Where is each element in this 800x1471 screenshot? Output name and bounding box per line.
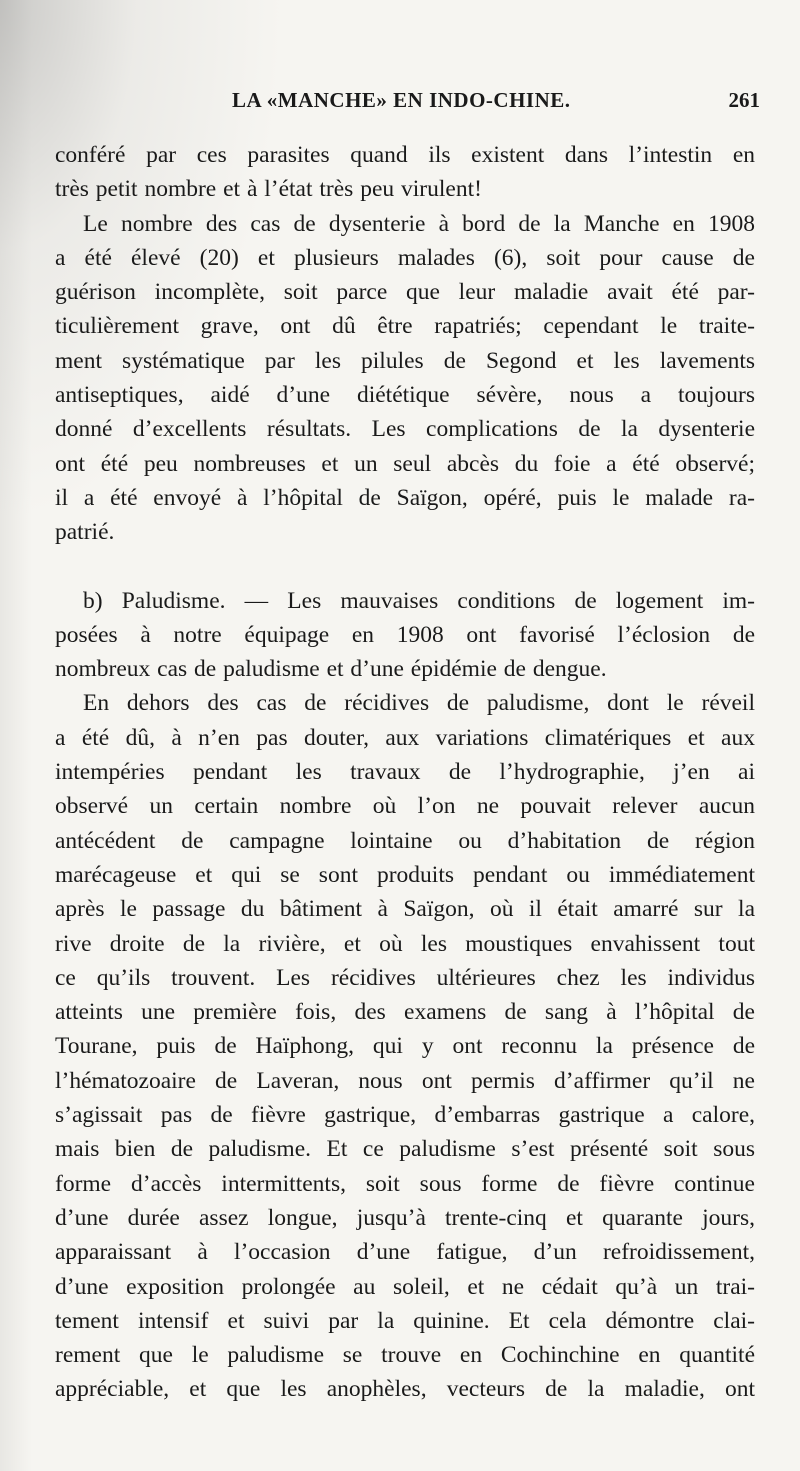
text-line: s’agissait pas de fièvre gastrique, d’embarras gastrique a calore, (55, 1102, 755, 1129)
text-line: d’une exposition prolongée au soleil, et ne cédait qu’à un trai- (55, 1273, 755, 1300)
text-line: forme d’accès intermittents, soit sous forme de fièvre continue (55, 1170, 755, 1197)
text-line: rive droite de la rivière, et où les moustiques envahissent tout (55, 930, 755, 957)
text-line: Tourane, puis de Haïphong, qui y ont reconnu la présence de (55, 1033, 755, 1060)
text-line: appréciable, et que les anophèles, vecteurs de la maladie, ont (55, 1376, 755, 1403)
text-line: apparaissant à l’occasion d’une fatigue, d’un refroidissement, (55, 1239, 755, 1266)
text-line: intempéries pendant les travaux de l’hydrographie, j’en ai (55, 759, 755, 786)
paragraph-gap (55, 550, 755, 584)
text-line: a été élevé (20) et plusieurs malades (6), soit pour cause de (55, 244, 755, 271)
body-text (55, 138, 755, 1407)
text-line: marécageuse et qui se sont produits pendant ou immédiatement (55, 861, 755, 888)
text-line: d’une durée assez longue, jusqu’à trente-cinq et quarante jours, (55, 1204, 755, 1231)
text-line: guérison incomplète, soit parce que leur maladie avait été par- (55, 279, 755, 306)
page-header (0, 88, 800, 118)
text-line: antiseptiques, aidé d’une diététique sévère, nous a toujours (55, 382, 755, 409)
text-line: rement que le paludisme se trouve en Cochinchine en quantité (55, 1342, 755, 1369)
text-line: donné d’excellents résultats. Les complications de la dysenterie (55, 416, 755, 443)
text-line: ticulièrement grave, ont dû être rapatriés; cependant le traite- (55, 313, 755, 340)
text-line: observé un certain nombre où l’on ne pouvait relever aucun (55, 793, 755, 820)
text-line: conféré par ces parasites quand ils existent dans l’intestin en (55, 142, 755, 168)
text-line: ment systématique par les pilules de Segond et les lavements (55, 347, 755, 374)
text-line: il a été envoyé à l’hôpital de Saïgon, opéré, puis le malade ra- (55, 484, 755, 511)
text-line: a été dû, à n’en pas douter, aux variations climatériques et aux (55, 724, 755, 751)
text-line: atteints une première fois, des examens de sang à l’hôpital de (55, 999, 755, 1026)
text-line: ce qu’ils trouvent. Les récidives ultérieures chez les individus (55, 964, 755, 991)
text-line: antécédent de campagne lointaine ou d’habitation de région (55, 827, 755, 854)
text-line: Le nombre des cas de dysenterie à bord de la Manche en 1908 (83, 210, 755, 237)
page-number: 261 (728, 88, 760, 112)
text-line: posées à notre équipage en 1908 ont favorisé l’éclosion de (55, 621, 755, 648)
section-heading-line: b) Paludisme. — Les mauvaises conditions de logement im- (83, 587, 755, 614)
text-line: très petit nombre et à l’état très peu virulent! (55, 176, 482, 203)
text-line: patrié. (55, 519, 115, 546)
text-line: tement intensif et suivi par la quinine. Et cela démontre clai- (55, 1307, 755, 1334)
text-line: nombreux cas de paludisme et d’une épidémie de dengue. (55, 656, 607, 683)
text-line: l’hématozoaire de Laveran, nous ont permis d’affirmer qu’il ne (55, 1067, 755, 1094)
running-head: LA «MANCHE» EN INDO-CHINE. (232, 88, 571, 112)
text-line: après le passage du bâtiment à Saïgon, où il était amarré sur la (55, 896, 755, 923)
text-line: ont été peu nombreuses et un seul abcès du foie a été observé; (55, 450, 755, 477)
text-line: En dehors des cas de récidives de paludisme, dont le réveil (83, 690, 755, 717)
text-line: mais bien de paludisme. Et ce paludisme s’est présenté soit sous (55, 1136, 755, 1163)
